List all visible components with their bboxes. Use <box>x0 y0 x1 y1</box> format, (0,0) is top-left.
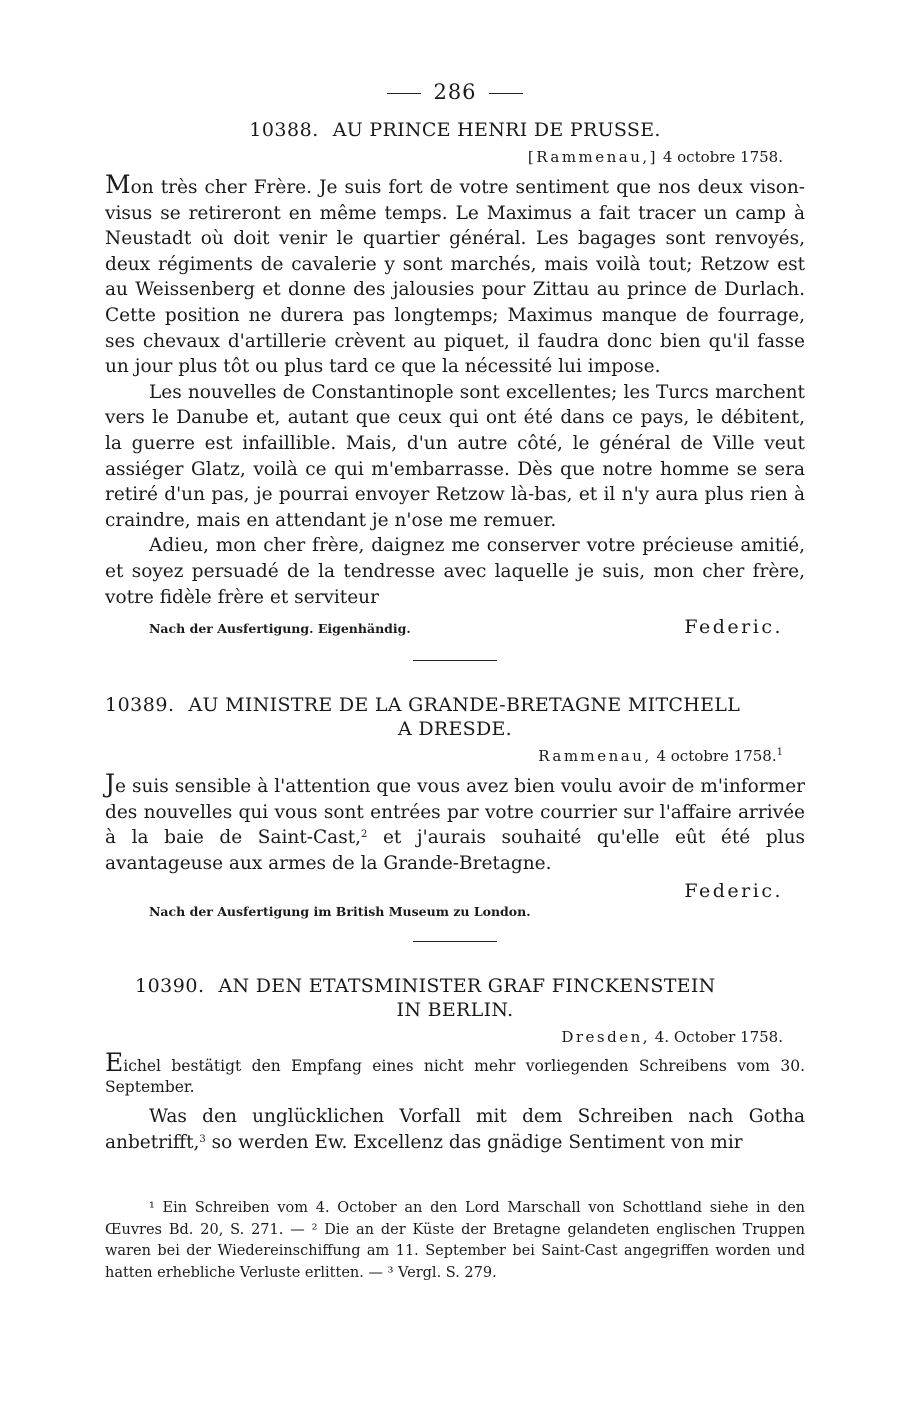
letter-place: Rammenau, <box>538 747 652 766</box>
footnote-ref: 3 <box>199 1134 206 1146</box>
letter-paragraph: Mon très cher Frère. Je suis fort de votre sentiment que nos deux vison-visus se retireront en même temps. Le Maximus a fait tracer un camp à Neustadt où doit venir le quartier général. Les bagages sont renvoyés, deux régiments de cavalerie y sont marchés, mais voilà tout; Retzow est au Weissenberg et donne des jalousies pour Zittau au prince de Durlach. Cette position ne durera pas longtemps; Maximus manque de fourrage, ses chevaux d'artillerie crèvent au piquet, il faudra donc bien qu'il fasse un jour plus tôt ou plus tard ce que la nécessité lui impose. <box>105 170 805 378</box>
letter-number: 10388. <box>249 119 319 141</box>
letter-dateline <box>105 747 783 765</box>
letter-dateline <box>105 1028 783 1046</box>
signature: Federic. <box>684 616 783 639</box>
letter-number: 10389. <box>105 694 175 717</box>
letter-title: AU PRINCE HENRI DE PRUSSE. <box>332 119 661 141</box>
letter-place: [Rammenau,] <box>527 148 659 166</box>
letter-heading-10390 <box>105 974 805 1022</box>
letter-paragraph: Les nouvelles de Constantinople sont excellentes; les Turcs marchent vers le Danube et, autant que ceux qui ont été dans ce pays, le débitent, la guerre est infaillible. Mais, d'un autre côté, le général de Ville veut assiéger Glatz, voilà ce qui m'embarrasse. Dès que notre homme se sera retiré d'un pas, je pourrai envoyer Retzow là-bas, et il n'y aura plus rien à craindre, mais en attendant je n'ose me remuer. <box>105 381 805 531</box>
letter-date: 4 octobre 1758. <box>656 747 777 766</box>
signature: Federic. <box>684 880 783 903</box>
source-note: Nach der Ausfertigung. Eigenhändig. <box>149 621 411 637</box>
page-number: 286 <box>105 80 805 104</box>
letter-heading-10389 <box>105 693 805 741</box>
footnote-text: ¹ Ein Schreiben vom 4. October an den Lord Marschall von Schottland siehe in den Œuvres Bd. 20, S. 271. — ² Die an der Küste der Bretagne gelandeten englischen Truppen waren bei der Wiedereinschiffung am 11. September bei Saint-Cast angegriffen worden und hatten erhebliche Verluste erlitten. — ³ Vergl. S. 279. <box>105 1200 805 1281</box>
letter-date: 4 octobre 1758. <box>662 148 783 166</box>
letter-dateline <box>105 148 783 166</box>
letter-footer <box>105 616 805 638</box>
letter-paragraph: Je suis sensible à l'attention que vous avez bien voulu avoir de m'informer des nouvelles qui vous sont entrées par votre courrier sur l'affaire arrivée à la baie de Saint-Cast,$^2$ et j'aurais souhaité qu'elle eût été plus avantageuse aux armes de la Grande-Bretagne. <box>105 769 805 874</box>
editor-summary: Eichel bestätigt den Empfang eines nicht mehr vorliegenden Schreibens vom 30. September. <box>105 1048 805 1097</box>
page-number-dash-left <box>387 93 421 94</box>
letter-paragraph: Adieu, mon cher frère, daignez me conserver votre précieuse amitié, et soyez persuadé de la tendresse avec laquelle je suis, mon cher frère, votre fidèle frère et serviteur <box>105 535 805 608</box>
letter-title: AU MINISTRE DE LA GRANDE-BRETAGNE MITCHELL <box>188 694 741 717</box>
page-number-dash-right <box>489 93 523 94</box>
section-divider <box>413 660 497 661</box>
letter-title: AN DEN ETATSMINISTER GRAF FINCKENSTEIN <box>218 975 716 998</box>
letter-heading-10388 <box>105 118 805 142</box>
letter-paragraph: Was den unglücklichen Vorfall mit dem Schreiben nach Gotha anbetrifft,$^3$ so werden Ew. Excellenz das gnädige Sentiment von mir <box>105 1106 805 1154</box>
letter-title-line2: IN BERLIN. <box>396 999 514 1022</box>
footnote-ref: 2 <box>361 829 368 841</box>
initial-letter: J <box>105 769 116 799</box>
letter-date: 4. October 1758. <box>654 1028 783 1047</box>
letter-place: Dresden, <box>561 1028 651 1047</box>
footnotes <box>105 1198 805 1284</box>
footnote-ref: 1 <box>776 747 783 759</box>
letter-number: 10390. <box>135 975 205 998</box>
letter-body <box>105 771 805 876</box>
section-divider <box>413 941 497 942</box>
page-content <box>105 80 805 1156</box>
letter-title-line2: A DRESDE. <box>397 718 513 741</box>
letter-body <box>105 1104 805 1155</box>
initial-letter: E <box>105 1048 124 1078</box>
source-note: Nach der Ausfertigung im British Museum zu London. <box>149 904 531 920</box>
initial-letter: M <box>105 170 131 199</box>
letter-body <box>105 172 805 610</box>
